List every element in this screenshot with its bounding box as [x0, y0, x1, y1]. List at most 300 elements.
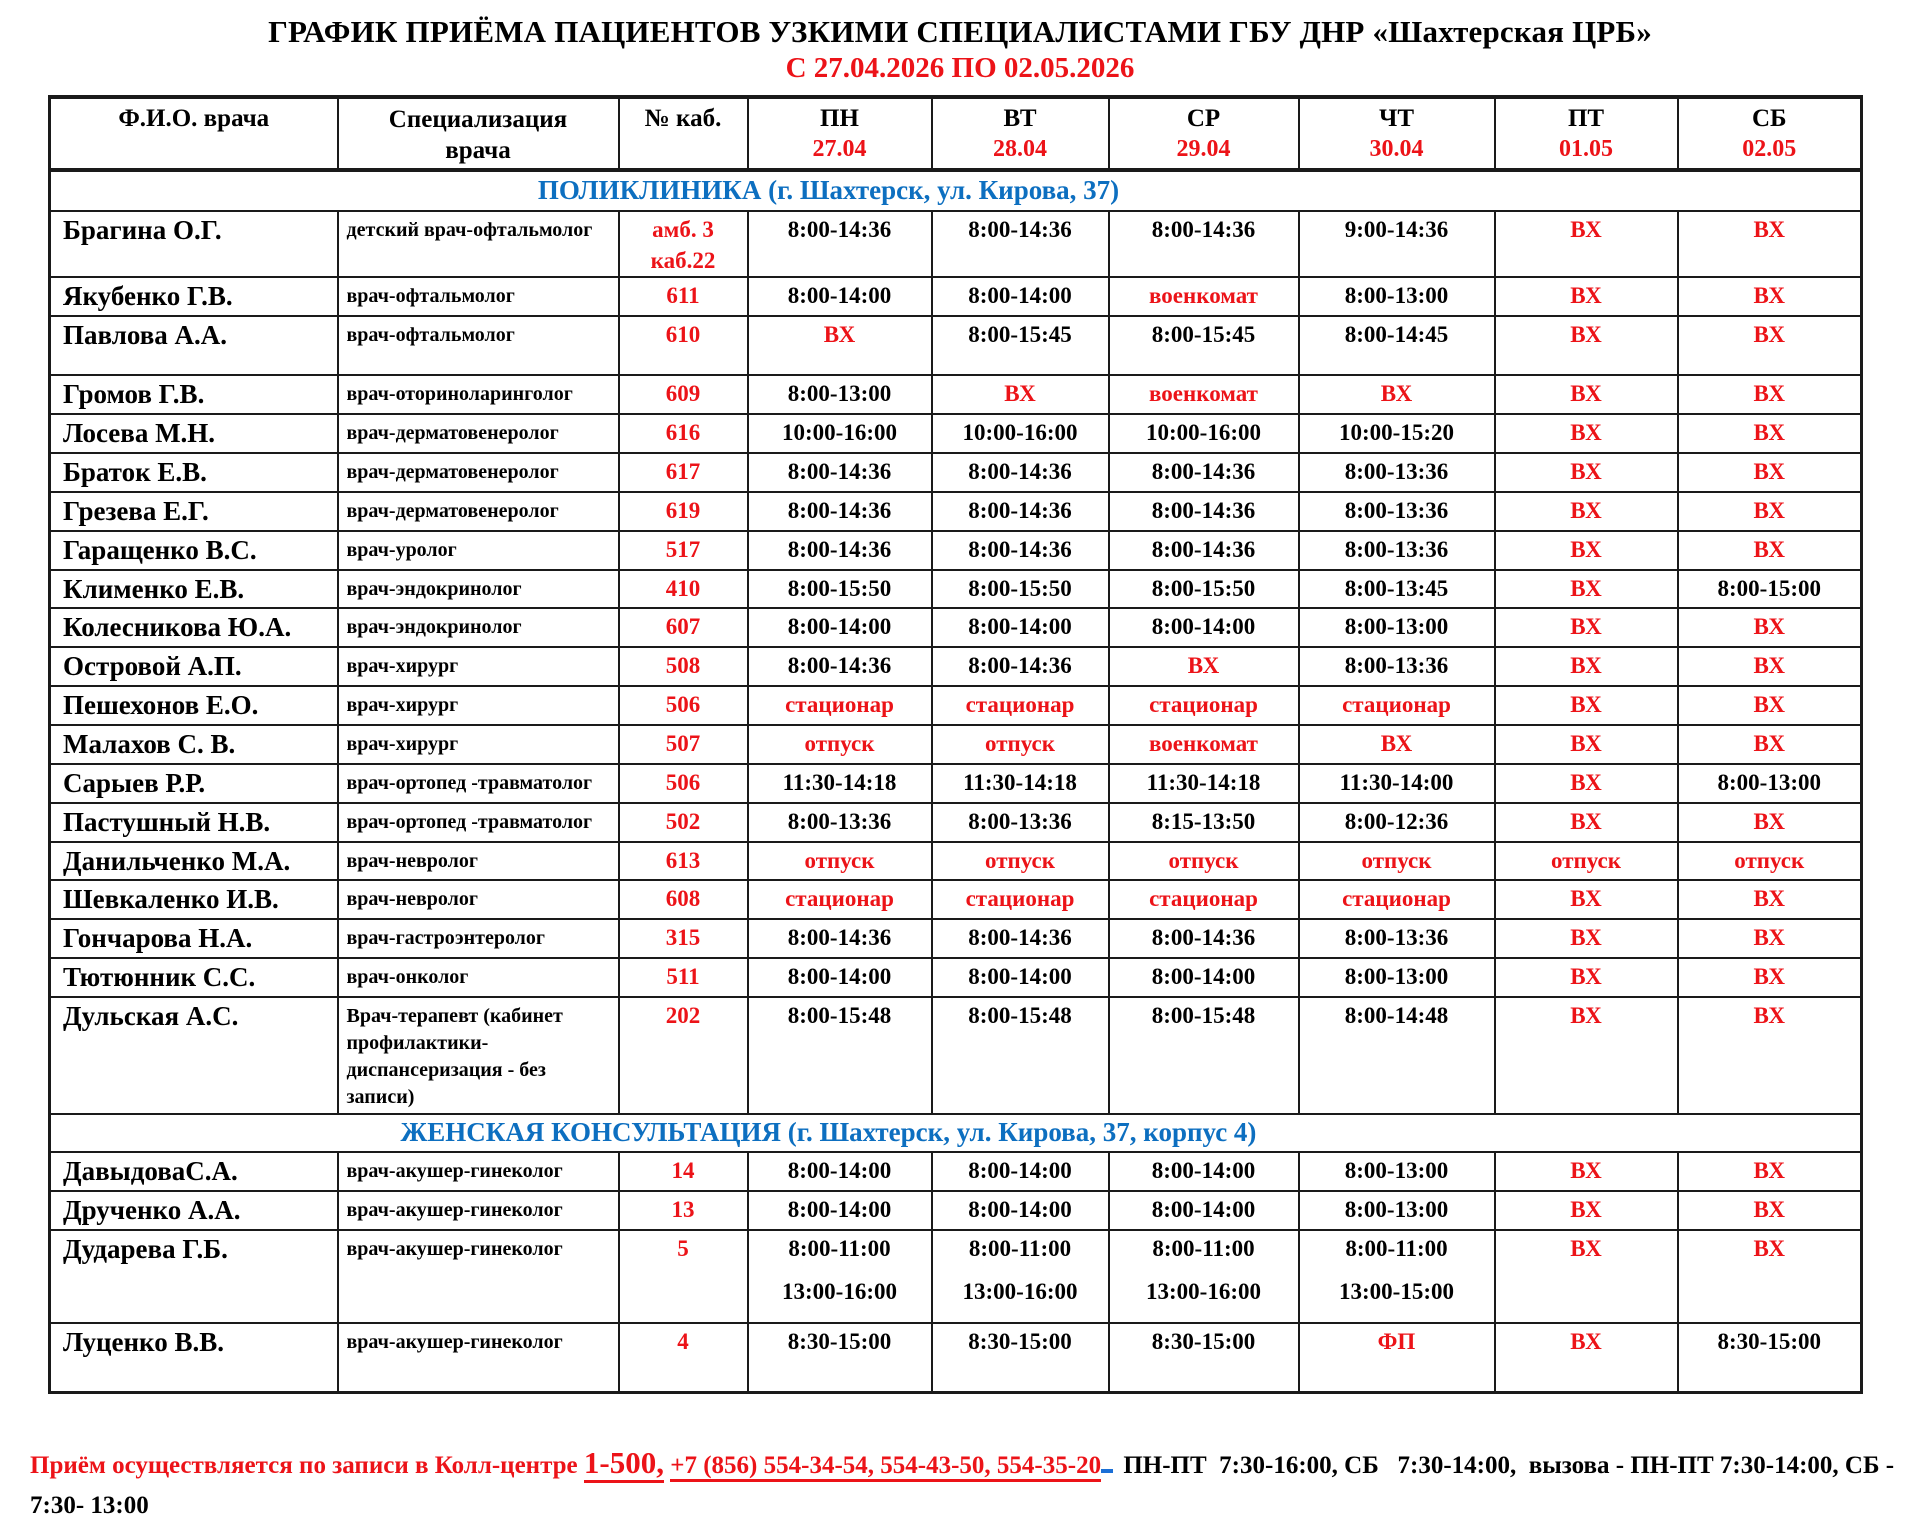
- schedule-cell-line: ВХ: [823, 322, 856, 348]
- footer-note: [30, 1440, 1901, 1524]
- schedule-cell-line: 13:00-16:00: [782, 1278, 897, 1304]
- cabinet-number: [619, 842, 748, 881]
- schedule-cell-line: 8:00-14:00: [968, 964, 1072, 990]
- schedule-cell: [1678, 277, 1862, 316]
- schedule-cell: [932, 414, 1109, 453]
- schedule-cell-line: ВХ: [1753, 964, 1785, 990]
- schedule-cell: [1299, 211, 1495, 277]
- schedule-cell-line: 11:30-14:18: [1146, 769, 1261, 795]
- day-column-header: [1678, 97, 1862, 171]
- doctor-name: Лосева М.Н.: [50, 414, 338, 453]
- doctor-specialization: врач-невролог: [338, 880, 619, 919]
- schedule-cell: [1495, 919, 1678, 958]
- doctor-row: [50, 570, 1862, 609]
- schedule-cell-line: 8:30-15:00: [1151, 1328, 1256, 1354]
- schedule-cell: [932, 803, 1109, 842]
- cabinet-number-line: 315: [665, 925, 701, 951]
- schedule-cell-line: 8:30-15:00: [787, 1328, 892, 1354]
- day-column-header: [1299, 97, 1495, 171]
- schedule-cell: [748, 608, 932, 647]
- schedule-cell-line: ВХ: [1570, 458, 1602, 484]
- doctor-specialization: врач-акушер-гинеколог: [338, 1323, 619, 1393]
- day-name-label: ПН: [820, 104, 859, 132]
- schedule-cell-line: 8:00-14:36: [968, 653, 1072, 679]
- schedule-cell-line: 11:30-14:18: [963, 769, 1077, 795]
- schedule-cell-line: отпуск: [1361, 847, 1432, 873]
- section-row: [50, 170, 1862, 211]
- schedule-cell: [1109, 531, 1299, 570]
- schedule-cell-line: 8:00-13:45: [1344, 575, 1449, 601]
- day-date-label: 30.04: [1369, 136, 1424, 163]
- column-header-fio: Ф.И.О. врача: [50, 97, 338, 171]
- section-title: ЖЕНСКАЯ КОНСУЛЬТАЦИЯ (г. Шахтерск, ул. Кирова, 37, корпус 4): [50, 1114, 1862, 1152]
- doctor-name: Шевкаленко И.В.: [50, 880, 338, 919]
- page-title: ГРАФИК ПРИЁМА ПАЦИЕНТОВ УЗКИМИ СПЕЦИАЛИСТАМИ ГБУ ДНР «Шахтерская ЦРБ»: [268, 14, 1652, 49]
- schedule-cell-line: 8:00-13:36: [968, 808, 1072, 834]
- schedule-cell: [748, 375, 932, 414]
- schedule-cell-line: 8:00-14:36: [1151, 925, 1256, 951]
- cabinet-number-line: 502: [665, 808, 701, 834]
- day-name-label: ПТ: [1567, 104, 1605, 132]
- doctor-specialization: врач-дерматовенеролог: [338, 414, 619, 453]
- schedule-cell: [748, 958, 932, 997]
- schedule-cell: [932, 492, 1109, 531]
- schedule-cell-line: 8:00-14:00: [968, 283, 1072, 309]
- cabinet-number: [619, 414, 748, 453]
- schedule-cell-line: 10:00-16:00: [962, 420, 1078, 446]
- schedule-cell: [1678, 492, 1862, 531]
- section-title: ПОЛИКЛИНИКА (г. Шахтерск, ул. Кирова, 37): [50, 170, 1862, 211]
- schedule-cell-line: 8:00-14:36: [968, 458, 1072, 484]
- schedule-cell-line: 8:15-13:50: [1151, 808, 1256, 834]
- schedule-cell: [1678, 1230, 1862, 1323]
- schedule-cell-line: ВХ: [1753, 283, 1785, 309]
- schedule-cell-line: стационар: [1342, 692, 1451, 718]
- schedule-cell-line: отпуск: [1734, 847, 1805, 873]
- schedule-cell: [748, 997, 932, 1114]
- doctor-row: [50, 277, 1862, 316]
- schedule-cell-line: ВХ: [1753, 497, 1785, 523]
- doctor-specialization: врач-гастроэнтеролог: [338, 919, 619, 958]
- schedule-cell: [748, 803, 932, 842]
- cabinet-number-line: 617: [665, 458, 701, 484]
- doctor-specialization: врач-ортопед -травматолог: [338, 803, 619, 842]
- cabinet-number-line: 5: [677, 1235, 689, 1261]
- doctor-row: [50, 1152, 1862, 1191]
- schedule-cell-line: ВХ: [1570, 217, 1602, 243]
- cabinet-number: [619, 570, 748, 609]
- day-date-label: 29.04: [1176, 136, 1231, 163]
- schedule-cell-line: 8:00-14:36: [1151, 497, 1256, 523]
- schedule-cell: [1109, 686, 1299, 725]
- doctor-row: [50, 211, 1862, 277]
- doctor-row: [50, 725, 1862, 764]
- schedule-cell: [1299, 919, 1495, 958]
- schedule-cell-line: 8:00-14:36: [968, 536, 1072, 562]
- schedule-cell: [1299, 453, 1495, 492]
- doctor-row: [50, 531, 1862, 570]
- doctor-specialization: врач-хирург: [338, 725, 619, 764]
- cabinet-number: [619, 1191, 748, 1230]
- schedule-cell-line: ВХ: [1753, 322, 1785, 348]
- doctor-specialization: врач-хирург: [338, 686, 619, 725]
- schedule-cell: [1678, 531, 1862, 570]
- schedule-cell: [748, 316, 932, 375]
- schedule-cell: [1109, 997, 1299, 1114]
- schedule-cell: [1495, 842, 1678, 881]
- doctor-name: Громов Г.В.: [50, 375, 338, 414]
- schedule-cell-line: ВХ: [1753, 886, 1785, 912]
- schedule-cell-line: стационар: [965, 692, 1075, 718]
- schedule-cell: [1109, 1191, 1299, 1230]
- schedule-cell: [748, 647, 932, 686]
- schedule-cell-line: отпуск: [985, 730, 1055, 756]
- schedule-cell-line: 8:00-14:36: [787, 458, 892, 484]
- schedule-cell-line: 8:00-15:50: [1151, 575, 1256, 601]
- cabinet-number-line: 608: [665, 886, 701, 912]
- schedule-cell: [1299, 880, 1495, 919]
- schedule-cell: [748, 1152, 932, 1191]
- schedule-cell-line: 8:00-13:00: [1344, 283, 1449, 309]
- schedule-cell-line: ВХ: [1753, 653, 1785, 679]
- schedule-cell-line: ВХ: [1570, 653, 1602, 679]
- day-name-label: СБ: [1751, 104, 1787, 132]
- cabinet-number: [619, 1230, 748, 1323]
- schedule-cell: [1109, 803, 1299, 842]
- schedule-cell: [1495, 570, 1678, 609]
- schedule-cell-line: 11:30-14:18: [782, 769, 897, 795]
- doctor-specialization: врач-акушер-гинеколог: [338, 1230, 619, 1323]
- schedule-cell-line: ВХ: [1570, 420, 1602, 446]
- schedule-cell-line: ФП: [1377, 1328, 1416, 1354]
- doctor-specialization: врач-дерматовенеролог: [338, 453, 619, 492]
- schedule-cell: [1495, 1191, 1678, 1230]
- cabinet-number-line: 609: [665, 381, 701, 407]
- cabinet-number-line: 13: [671, 1196, 695, 1222]
- cabinet-number-line: каб.22: [650, 248, 716, 274]
- schedule-cell: [1109, 1230, 1299, 1323]
- doctor-name: Якубенко Г.В.: [50, 277, 338, 316]
- schedule-cell: [1299, 1191, 1495, 1230]
- schedule-cell-line: 8:00-14:36: [787, 536, 892, 562]
- schedule-cell-line: 8:00-14:48: [1344, 1003, 1449, 1028]
- schedule-cell-line: военкомат: [1149, 381, 1258, 407]
- schedule-cell-line: ВХ: [1570, 575, 1602, 601]
- schedule-cell: [1678, 764, 1862, 803]
- schedule-cell-line: 10:00-15:20: [1339, 420, 1454, 446]
- schedule-cell: [1495, 880, 1678, 919]
- schedule-cell: [748, 531, 932, 570]
- schedule-cell: [748, 842, 932, 881]
- schedule-cell: [932, 919, 1109, 958]
- schedule-cell: [1109, 919, 1299, 958]
- schedule-cell-line: ВХ: [1753, 458, 1785, 484]
- schedule-cell: [748, 725, 932, 764]
- doctor-specialization: врач-дерматовенеролог: [338, 492, 619, 531]
- doctor-row: [50, 1230, 1862, 1323]
- schedule-cell-line: 8:00-14:36: [968, 925, 1072, 951]
- schedule-cell-line: 8:00-13:36: [1344, 536, 1449, 562]
- schedule-cell: [1109, 1152, 1299, 1191]
- doctor-row: [50, 958, 1862, 997]
- schedule-cell-line: 8:00-15:45: [1151, 322, 1256, 348]
- doctor-name: Луценко В.В.: [50, 1323, 338, 1393]
- schedule-cell: [932, 997, 1109, 1114]
- schedule-cell-line: ВХ: [1753, 730, 1785, 756]
- schedule-cell: [1109, 570, 1299, 609]
- schedule-table-body: [50, 170, 1862, 1393]
- schedule-cell: [1678, 880, 1862, 919]
- schedule-cell-line: 13:00-15:00: [1339, 1278, 1454, 1304]
- schedule-cell: [932, 608, 1109, 647]
- doctor-name: Павлова А.А.: [50, 316, 338, 375]
- schedule-cell: [1299, 531, 1495, 570]
- schedule-cell: [1299, 1230, 1495, 1323]
- schedule-cell: [1495, 277, 1678, 316]
- schedule-cell: [932, 1230, 1109, 1323]
- schedule-cell: [748, 492, 932, 531]
- schedule-cell-line: 8:00-13:00: [787, 381, 892, 407]
- schedule-cell-line: ВХ: [1570, 925, 1602, 951]
- schedule-cell-line: 8:00-14:36: [787, 925, 892, 951]
- schedule-cell-line: 8:00-11:00: [1152, 1235, 1255, 1261]
- schedule-cell: [932, 958, 1109, 997]
- doctor-row: [50, 1191, 1862, 1230]
- schedule-cell-line: ВХ: [1753, 925, 1785, 951]
- schedule-cell-line: ВХ: [1380, 730, 1413, 756]
- schedule-cell: [1495, 492, 1678, 531]
- schedule-cell-line: 8:00-15:45: [968, 322, 1072, 348]
- cabinet-number: [619, 211, 748, 277]
- schedule-cell: [1109, 764, 1299, 803]
- schedule-cell-line: отпуск: [804, 847, 875, 873]
- schedule-cell-line: 8:00-14:00: [1151, 964, 1256, 990]
- schedule-cell-line: военкомат: [1149, 730, 1258, 756]
- schedule-cell-line: ВХ: [1380, 381, 1413, 407]
- schedule-cell: [932, 647, 1109, 686]
- day-date-label: 28.04: [993, 136, 1047, 163]
- date-range: С 27.04.2026 ПО 02.05.2026: [785, 51, 1135, 84]
- day-column-header: [932, 97, 1109, 171]
- schedule-cell-line: ВХ: [1570, 614, 1602, 640]
- schedule-cell-line: 8:00-14:36: [1151, 458, 1256, 484]
- schedule-cell-line: ВХ: [1753, 614, 1785, 640]
- schedule-cell: [1299, 764, 1495, 803]
- schedule-cell-line: 8:00-11:00: [788, 1235, 891, 1261]
- schedule-cell: [932, 570, 1109, 609]
- schedule-cell-line: 8:00-14:36: [787, 653, 892, 679]
- doctor-name: ДавыдоваС.А.: [50, 1152, 338, 1191]
- schedule-cell-line: 8:00-13:36: [1344, 497, 1449, 523]
- schedule-cell-line: 8:00-14:00: [787, 614, 892, 640]
- schedule-cell-line: 8:00-13:00: [1344, 1196, 1449, 1222]
- schedule-cell-line: ВХ: [1570, 1003, 1602, 1028]
- schedule-cell-line: военкомат: [1149, 283, 1258, 309]
- schedule-cell: [1109, 316, 1299, 375]
- schedule-cell-line: 8:00-14:36: [787, 217, 892, 243]
- doctor-name: Тютюнник С.С.: [50, 958, 338, 997]
- schedule-cell: [1299, 842, 1495, 881]
- schedule-cell-line: 8:00-14:00: [787, 964, 892, 990]
- schedule-cell: [1678, 608, 1862, 647]
- cabinet-number-line: 4: [677, 1328, 689, 1354]
- schedule-cell: [1678, 316, 1862, 375]
- table-header-row: [50, 97, 1862, 171]
- schedule-cell-line: стационар: [1149, 692, 1258, 718]
- schedule-cell-line: 11:30-14:00: [1339, 769, 1454, 795]
- doctor-row: [50, 608, 1862, 647]
- doctor-row: [50, 647, 1862, 686]
- cabinet-number: [619, 919, 748, 958]
- schedule-cell: [1678, 375, 1862, 414]
- doctor-name: Браток Е.В.: [50, 453, 338, 492]
- doctor-name: Друченко А.А.: [50, 1191, 338, 1230]
- schedule-cell-line: ВХ: [1570, 808, 1602, 834]
- schedule-cell-line: ВХ: [1753, 217, 1785, 243]
- schedule-cell-line: 8:00-15:00: [1717, 575, 1821, 601]
- schedule-cell: [1678, 842, 1862, 881]
- schedule-cell: [1495, 764, 1678, 803]
- doctor-specialization: врач-хирург: [338, 647, 619, 686]
- doctor-row: [50, 764, 1862, 803]
- schedule-cell: [1109, 958, 1299, 997]
- schedule-cell: [1109, 375, 1299, 414]
- schedule-cell: [1678, 958, 1862, 997]
- schedule-cell-line: 8:00-13:00: [1344, 614, 1449, 640]
- schedule-cell: [1495, 1230, 1678, 1323]
- schedule-cell-line: отпуск: [1551, 847, 1621, 873]
- schedule-cell-line: ВХ: [1753, 692, 1785, 718]
- doctor-name: Дульская А.С.: [50, 997, 338, 1114]
- schedule-cell-line: 8:00-14:00: [968, 614, 1072, 640]
- schedule-cell-line: ВХ: [1753, 1196, 1785, 1222]
- cabinet-number: [619, 764, 748, 803]
- schedule-cell-line: 8:30-15:00: [1717, 1328, 1821, 1354]
- doctor-specialization: врач-оториноларинголог: [338, 375, 619, 414]
- doctor-specialization: врач-невролог: [338, 842, 619, 881]
- cabinet-number: [619, 375, 748, 414]
- doctor-name: Пешехонов Е.О.: [50, 686, 338, 725]
- schedule-cell: [1495, 531, 1678, 570]
- link-underline-tail: [1101, 1448, 1113, 1473]
- schedule-cell: [1678, 414, 1862, 453]
- schedule-cell: [932, 686, 1109, 725]
- cabinet-number: [619, 686, 748, 725]
- schedule-cell: [1495, 414, 1678, 453]
- schedule-cell-line: 8:00-13:36: [1344, 653, 1449, 679]
- cabinet-number-line: 613: [665, 847, 701, 873]
- doctor-specialization: врач-офтальмолог: [338, 277, 619, 316]
- schedule-cell-line: 8:00-14:45: [1344, 322, 1449, 348]
- schedule-cell-line: ВХ: [1570, 1235, 1602, 1261]
- doctor-name: Дударева Г.Б.: [50, 1230, 338, 1323]
- cabinet-number: [619, 958, 748, 997]
- schedule-cell-line: 8:00-14:36: [968, 217, 1072, 243]
- schedule-cell-line: 8:00-11:00: [968, 1235, 1072, 1261]
- schedule-cell: [1495, 647, 1678, 686]
- cabinet-number-line: 607: [665, 614, 701, 640]
- schedule-cell: [1495, 453, 1678, 492]
- schedule-cell-line: 8:00-15:48: [1151, 1003, 1256, 1028]
- schedule-cell-line: ВХ: [1753, 1235, 1785, 1261]
- day-column-header: [1495, 97, 1678, 171]
- schedule-cell-line: отпуск: [804, 730, 875, 756]
- schedule-cell: [1299, 316, 1495, 375]
- schedule-cell: [1299, 1152, 1495, 1191]
- schedule-cell: [1299, 492, 1495, 531]
- schedule-cell-line: 8:00-14:00: [1151, 1196, 1256, 1222]
- day-date-label: 27.04: [812, 136, 867, 163]
- schedule-cell: [748, 453, 932, 492]
- doctor-specialization: врач-эндокринолог: [338, 570, 619, 609]
- schedule-cell-line: ВХ: [1570, 1328, 1602, 1354]
- doctor-name: Островой А.П.: [50, 647, 338, 686]
- schedule-cell-line: стационар: [785, 692, 894, 718]
- schedule-cell: [1109, 608, 1299, 647]
- schedule-cell-line: стационар: [1342, 886, 1451, 912]
- doctor-name: Грезева Е.Г.: [50, 492, 338, 531]
- schedule-cell: [1109, 414, 1299, 453]
- schedule-cell: [1495, 316, 1678, 375]
- doctor-row: [50, 492, 1862, 531]
- schedule-cell-line: 8:00-14:00: [787, 1196, 892, 1222]
- schedule-cell-line: 8:00-14:00: [968, 1158, 1072, 1183]
- schedule-cell-line: 8:00-13:36: [787, 808, 892, 834]
- schedule-cell-line: ВХ: [1570, 322, 1602, 348]
- doctor-row: [50, 803, 1862, 842]
- schedule-cell-line: стационар: [785, 886, 894, 912]
- doctor-name: Данильченко М.А.: [50, 842, 338, 881]
- schedule-cell-line: 8:30-15:00: [968, 1328, 1072, 1354]
- cabinet-number-line: амб. 3: [652, 217, 714, 243]
- schedule-cell-line: ВХ: [1570, 497, 1602, 523]
- doctor-row: [50, 375, 1862, 414]
- schedule-cell: [932, 725, 1109, 764]
- schedule-cell: [1495, 211, 1678, 277]
- schedule-cell: [1109, 492, 1299, 531]
- day-column-header: [748, 97, 932, 171]
- day-name-label: СР: [1186, 104, 1221, 132]
- doctor-name: Гаращенко В.С.: [50, 531, 338, 570]
- schedule-cell: [748, 919, 932, 958]
- schedule-cell-line: стационар: [1149, 886, 1258, 912]
- cabinet-number-line: 616: [665, 420, 701, 446]
- schedule-cell: [932, 375, 1109, 414]
- doctor-specialization: врач-уролог: [338, 531, 619, 570]
- schedule-cell: [1678, 570, 1862, 609]
- schedule-table: [48, 95, 1863, 1395]
- schedule-cell: [932, 1191, 1109, 1230]
- schedule-cell: [1678, 997, 1862, 1114]
- cabinet-number: [619, 803, 748, 842]
- schedule-cell-line: 8:00-13:36: [1344, 458, 1449, 484]
- schedule-cell-line: ВХ: [1753, 808, 1785, 834]
- doctor-specialization: врач-акушер-гинеколог: [338, 1191, 619, 1230]
- doctor-row: [50, 316, 1862, 375]
- schedule-cell-line: 8:00-11:00: [1345, 1235, 1448, 1261]
- doctor-name: Пастушный Н.В.: [50, 803, 338, 842]
- schedule-cell: [1495, 803, 1678, 842]
- cabinet-number: [619, 316, 748, 375]
- schedule-cell-line: 8:00-15:50: [787, 575, 892, 601]
- doctor-name: Клименко Е.В.: [50, 570, 338, 609]
- schedule-cell-line: ВХ: [1004, 381, 1036, 407]
- schedule-cell: [1678, 211, 1862, 277]
- cabinet-number: [619, 531, 748, 570]
- doctor-name: Брагина О.Г.: [50, 211, 338, 277]
- schedule-cell: [1299, 414, 1495, 453]
- cabinet-number-line: 506: [665, 692, 701, 718]
